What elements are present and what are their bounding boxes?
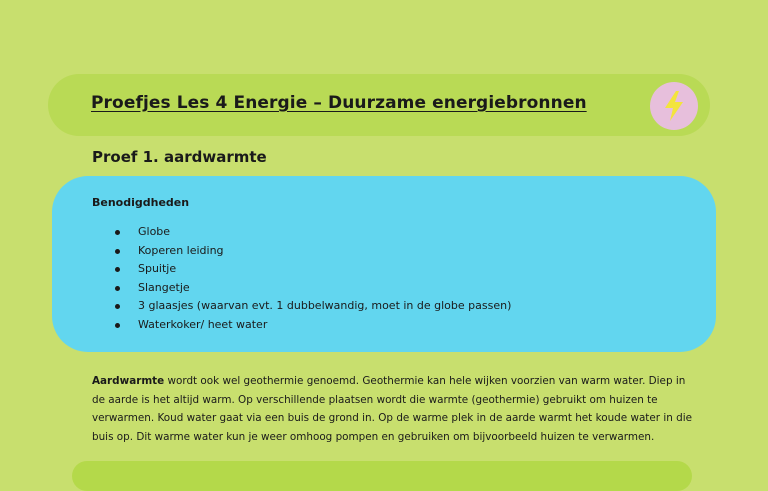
materials-title: Benodigdheden [92,196,190,209]
bullet-icon [115,249,120,254]
list-item-label: Waterkoker/ heet water [138,317,268,331]
bullet-icon [115,267,120,272]
page-title: Proefjes Les 4 Energie – Duurzame energiebronnen [91,93,587,113]
bullet-icon [115,286,120,291]
list-item [112,242,511,261]
list-item-label: Koperen leiding [138,243,224,257]
description-paragraph [92,372,692,446]
term-bold: Aardwarmte [92,375,165,387]
energy-badge [650,82,698,130]
list-item [112,316,511,335]
list-item [112,223,511,242]
list-item-label: Slangetje [138,280,190,294]
list-item-label: 3 glaasjes (waarvan evt. 1 dubbelwandig, moet in de globe passen) [138,299,512,313]
lightning-icon [663,91,685,121]
bullet-icon [115,323,120,328]
materials-list [112,223,511,335]
list-item [112,260,511,279]
next-section-band [72,461,692,491]
list-item-label: Globe [138,225,171,238]
list-item [112,279,511,298]
paragraph-text: wordt ook wel geothermie genoemd. Geothermie kan hele wijken voorzien van warm water. Diep in de aarde is het altijd warm. Op verschillende plaatsen wordt die warmte (geothermie) gebruikt om huizen te verwarmen. Koud water gaat via een buis de grond in. Op de warme plek in de aarde warmt het koude water in die buis op. Dit warme water kun je weer omhoog pompen en gebruiken om bijvoorbeeld huizen te verwarmen. [92,375,693,443]
list-item [112,297,511,316]
header-banner [48,74,710,136]
materials-card [52,176,716,352]
section-title: Proef 1. aardwarmte [92,148,267,166]
bullet-icon [115,230,120,235]
list-item-label: Spuitje [138,262,177,276]
bullet-icon [115,304,120,309]
